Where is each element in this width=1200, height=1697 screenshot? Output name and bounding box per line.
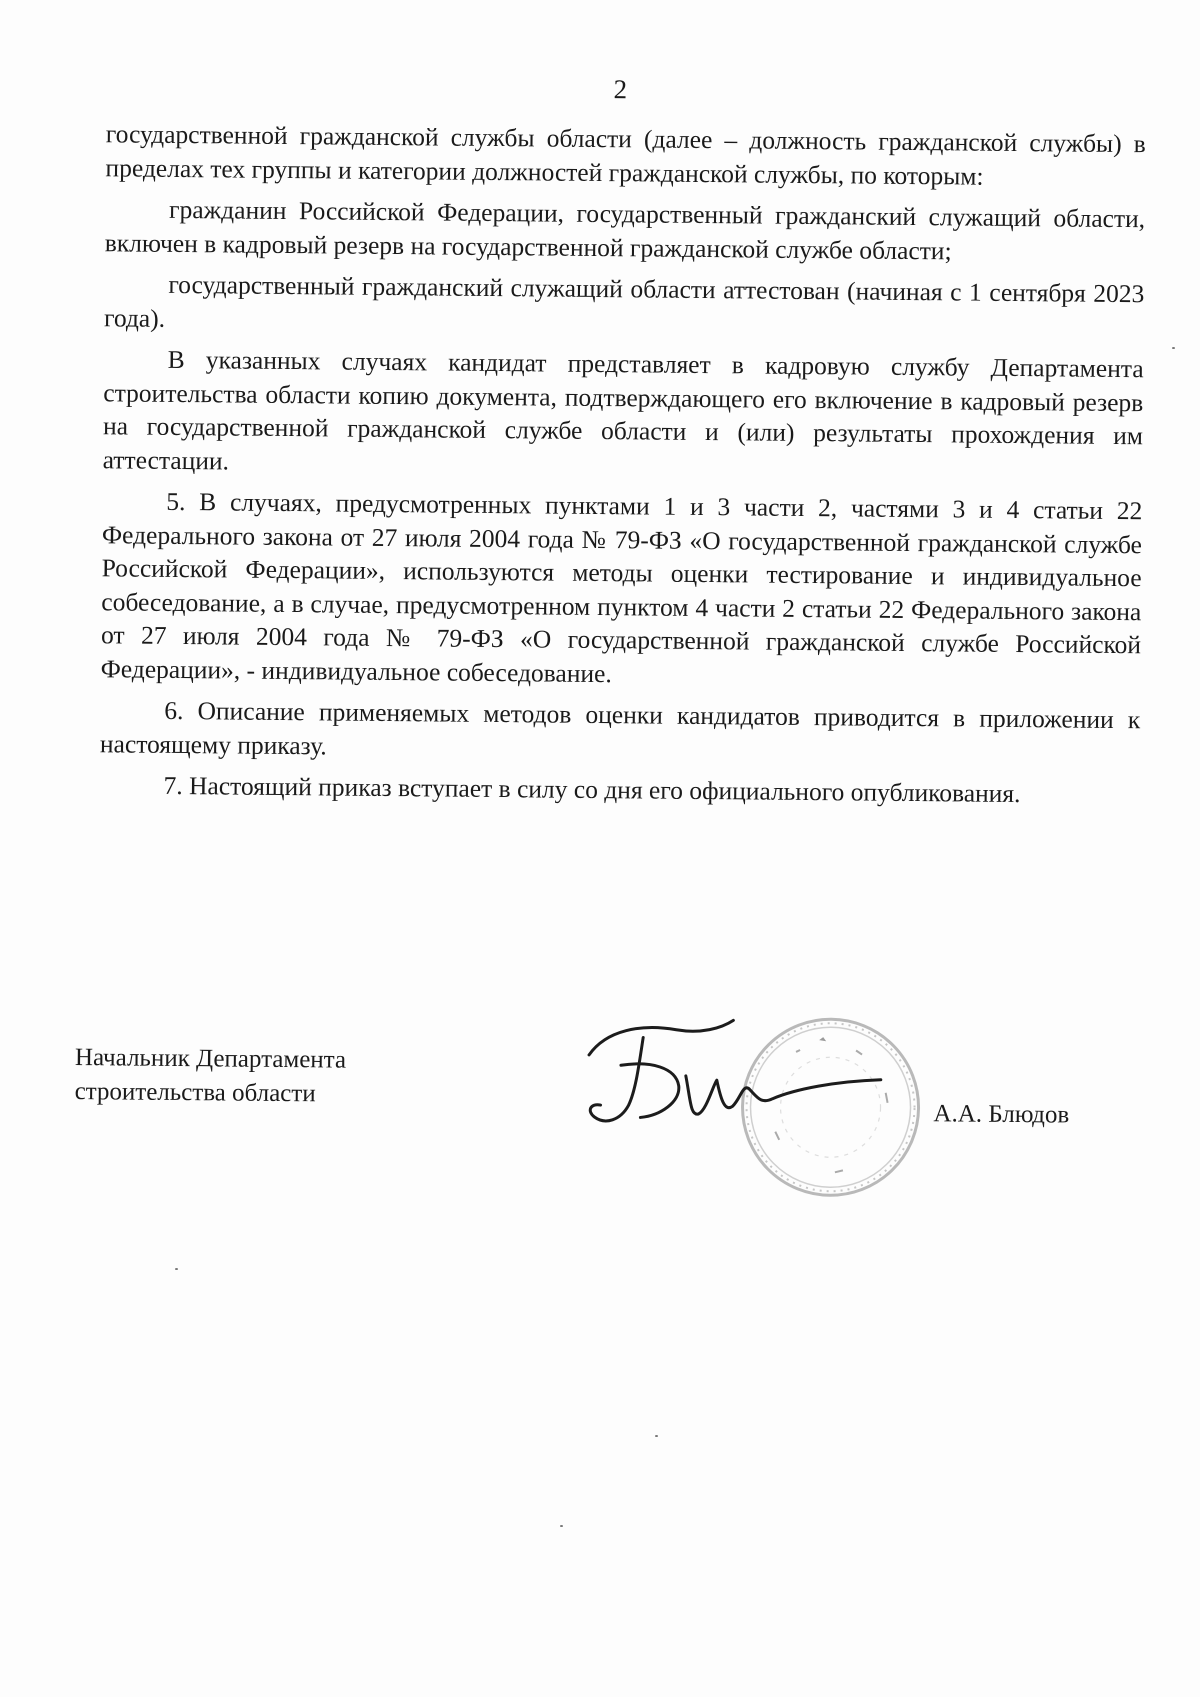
scan-speck [655, 1435, 658, 1437]
paragraph-attestation-condition: государственный гражданский служащий области аттестован (начиная с 1 сентября 2023 года). [103, 269, 1145, 333]
scan-speck [175, 1268, 178, 1270]
handwritten-signature [580, 1005, 891, 1138]
paragraph-item-6: 6. Описание применяемых методов оценки кандидатов приводится в приложении к настоящему приказу. [99, 695, 1141, 760]
paragraph-item-5: 5. В случаях, предусмотренных пунктами 1 и 3 части 2, частями 3 и 4 статьи 22 Федерального закона от 27 июля 2004 года № 79-ФЗ «О государственной гражданской службе Российской Федерации», используются методы оценки тестирование и индивидуальное собеседование, а в случае, предусмотренном пунктом 4 части 2 статьи 22 Федерального закона от 27 июля 2004 года № 79-ФЗ «О государственной гражданской службе Российской Федерации», - индивидуальное собеседование. [100, 486, 1143, 688]
page-number: 2 [613, 74, 628, 105]
signer-title-line1: Начальник Департамента [74, 1044, 347, 1074]
paragraph-continuation: государственной гражданской службы области (далее – должность гражданской службы) в пределах тех группы и категории должностей гражданской службы, по которым: [105, 119, 1146, 191]
scan-speck [1172, 347, 1175, 349]
paragraph-item-7: 7. Настоящий приказ вступает в силу со дня его официального опубликования. [163, 770, 1021, 809]
signer-name: А.А. Блюдов [933, 1100, 1070, 1129]
paragraph-documents: В указанных случаях кандидат представляет в кадровую службу Департамента строительства области копию документа, подтверждающего его включение в кадровый резерв на государственной гражданской службе области и (или) результаты прохождения им аттестации. [102, 344, 1144, 475]
paragraph-reserve-condition: гражданин Российской Федерации, государственный гражданский служащий области, включен в кадровый резерв на государственной гражданской службе области; [104, 194, 1146, 265]
signer-title-line2: строительства области [74, 1078, 316, 1108]
signer-title [74, 1041, 346, 1112]
scan-speck [560, 1525, 563, 1527]
